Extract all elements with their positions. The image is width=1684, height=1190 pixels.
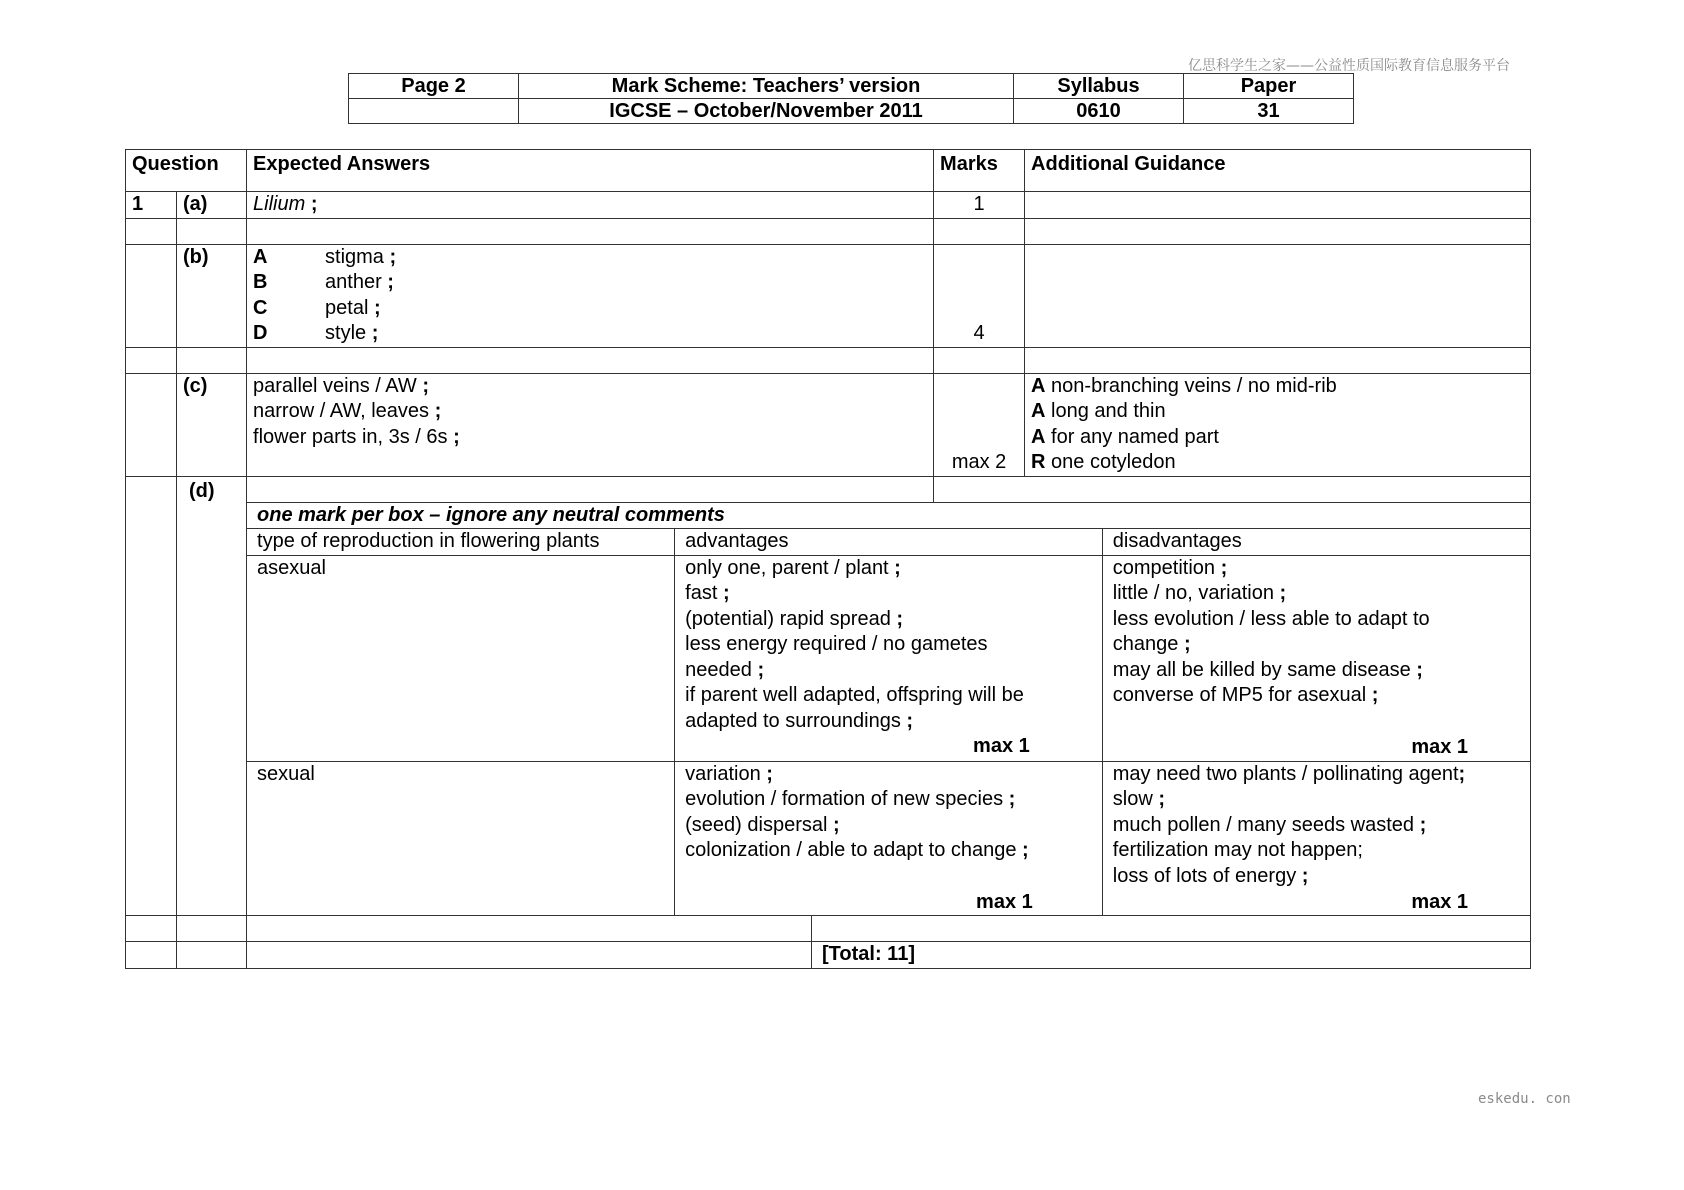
guidance-line: A long and thin xyxy=(1031,400,1166,422)
asexual-advantages xyxy=(675,555,1103,761)
list-item: (potential) rapid spread ; xyxy=(685,607,904,630)
max-marks: max 1 xyxy=(976,890,1033,913)
list-item: fast ; xyxy=(685,582,730,604)
part-d-instruction: one mark per box – ignore any neutral comments xyxy=(247,502,1531,529)
max-marks: max 1 xyxy=(973,735,1030,757)
header-table xyxy=(348,73,1354,124)
part-c-answers xyxy=(247,373,934,476)
list-item: needed ; xyxy=(685,658,765,681)
column-header-expected-answers: Expected Answers xyxy=(247,150,934,192)
list-item: much pollen / many seeds wasted ; xyxy=(1112,813,1427,836)
question-number-empty xyxy=(126,244,177,347)
answer-line-b: B anther ; xyxy=(253,271,394,293)
column-header-question: Question xyxy=(126,150,247,192)
part-a-answer xyxy=(247,192,934,219)
list-item: little / no, variation ; xyxy=(1112,582,1287,604)
list-item: variation ; xyxy=(685,762,773,785)
sexual-advantages xyxy=(675,761,1103,915)
answer-line: parallel veins / AW ; xyxy=(253,374,430,397)
answer-line: narrow / AW, leaves ; xyxy=(253,400,442,422)
list-item: only one, parent / plant ; xyxy=(685,556,901,579)
list-item: loss of lots of energy ; xyxy=(1112,864,1309,887)
answer-line-d: D style ; xyxy=(253,322,379,344)
part-a-guidance xyxy=(1025,192,1531,219)
answer-line-c: C petal ; xyxy=(253,296,381,319)
syllabus-code: 0610 xyxy=(1014,99,1184,124)
list-item: (seed) dispersal ; xyxy=(685,813,840,836)
question-number-empty xyxy=(126,373,177,476)
part-b-label: (b) xyxy=(177,244,247,347)
list-item: adapted to surroundings ; xyxy=(685,709,914,732)
sexual-disadvantages xyxy=(1102,761,1530,915)
part-a-label: (a) xyxy=(177,192,247,219)
max-marks: max 1 xyxy=(1411,890,1469,913)
spacer-row xyxy=(126,347,1531,373)
answer-line-a: A stigma ; xyxy=(253,245,397,268)
part-b-marks: 4 xyxy=(934,244,1025,347)
document-title: Mark Scheme: Teachers’ version xyxy=(519,74,1014,99)
sexual-label: sexual xyxy=(247,761,675,915)
answer-genus-name: Lilium xyxy=(253,193,306,215)
list-item: if parent well adapted, offspring will be xyxy=(685,684,1024,706)
header-disadvantages: disadvantages xyxy=(1102,529,1530,555)
list-item: change ; xyxy=(1112,633,1191,655)
part-d-label: (d) xyxy=(177,476,247,916)
part-b-answers xyxy=(247,244,934,347)
asexual-disadvantages xyxy=(1102,555,1530,761)
exam-session: IGCSE – October/November 2011 xyxy=(519,99,1014,124)
header-advantages: advantages xyxy=(675,529,1103,555)
list-item: less evolution / less able to adapt to xyxy=(1112,607,1430,630)
part-c-marks: max 2 xyxy=(934,373,1025,476)
spacer-row xyxy=(126,916,1531,942)
list-item: may all be killed by same disease ; xyxy=(1112,658,1423,681)
watermark-bottom: eskedu. con xyxy=(1478,1091,1571,1107)
total-empty-cell xyxy=(177,942,247,969)
column-header-marks: Marks xyxy=(934,150,1025,192)
guidance-line: R one cotyledon xyxy=(1031,451,1176,473)
question-number-empty xyxy=(126,476,177,916)
list-item: evolution / formation of new species ; xyxy=(685,788,1016,810)
part-a-marks: 1 xyxy=(934,192,1025,219)
list-item: less energy required / no gametes xyxy=(685,633,988,655)
asexual-label: asexual xyxy=(247,555,675,761)
total-empty-cell xyxy=(247,942,812,969)
paper-label: Paper xyxy=(1184,74,1354,99)
spacer-row xyxy=(126,218,1531,244)
guidance-line: A non-branching veins / no mid-rib xyxy=(1031,374,1337,397)
max-marks: max 1 xyxy=(1411,736,1469,758)
part-c-label: (c) xyxy=(177,373,247,476)
column-header-additional-guidance: Additional Guidance xyxy=(1025,150,1531,192)
list-item: competition ; xyxy=(1112,556,1228,579)
part-c-guidance xyxy=(1025,373,1531,476)
list-item: may need two plants / pollinating agent; xyxy=(1112,762,1466,785)
part-b-guidance xyxy=(1025,244,1531,347)
list-item: fertilization may not happen; xyxy=(1112,839,1363,861)
header-type: type of reproduction in flowering plants xyxy=(247,529,675,555)
list-item: converse of MP5 for asexual ; xyxy=(1112,684,1379,706)
part-d-empty-guidance xyxy=(934,476,1531,502)
question-number: 1 xyxy=(126,192,177,219)
total-marks: [Total: 11] xyxy=(812,942,1531,969)
total-empty-cell xyxy=(126,942,177,969)
watermark-top: 亿思科学生之家——公益性质国际教育信息服务平台 xyxy=(1188,58,1510,74)
paper-number: 31 xyxy=(1184,99,1354,124)
reproduction-table xyxy=(247,529,1530,915)
syllabus-label: Syllabus xyxy=(1014,74,1184,99)
list-item: colonization / able to adapt to change ; xyxy=(685,839,1029,861)
semicolon: ; xyxy=(305,193,318,215)
guidance-line: A for any named part xyxy=(1031,425,1219,448)
list-item: slow ; xyxy=(1112,788,1165,810)
mark-scheme-table xyxy=(125,149,1531,969)
part-d-empty-answer xyxy=(247,476,934,502)
answer-line: flower parts in, 3s / 6s ; xyxy=(253,425,460,448)
header-empty-cell xyxy=(349,99,519,124)
page-number: Page 2 xyxy=(349,74,519,99)
reproduction-table-cell xyxy=(247,529,1531,916)
